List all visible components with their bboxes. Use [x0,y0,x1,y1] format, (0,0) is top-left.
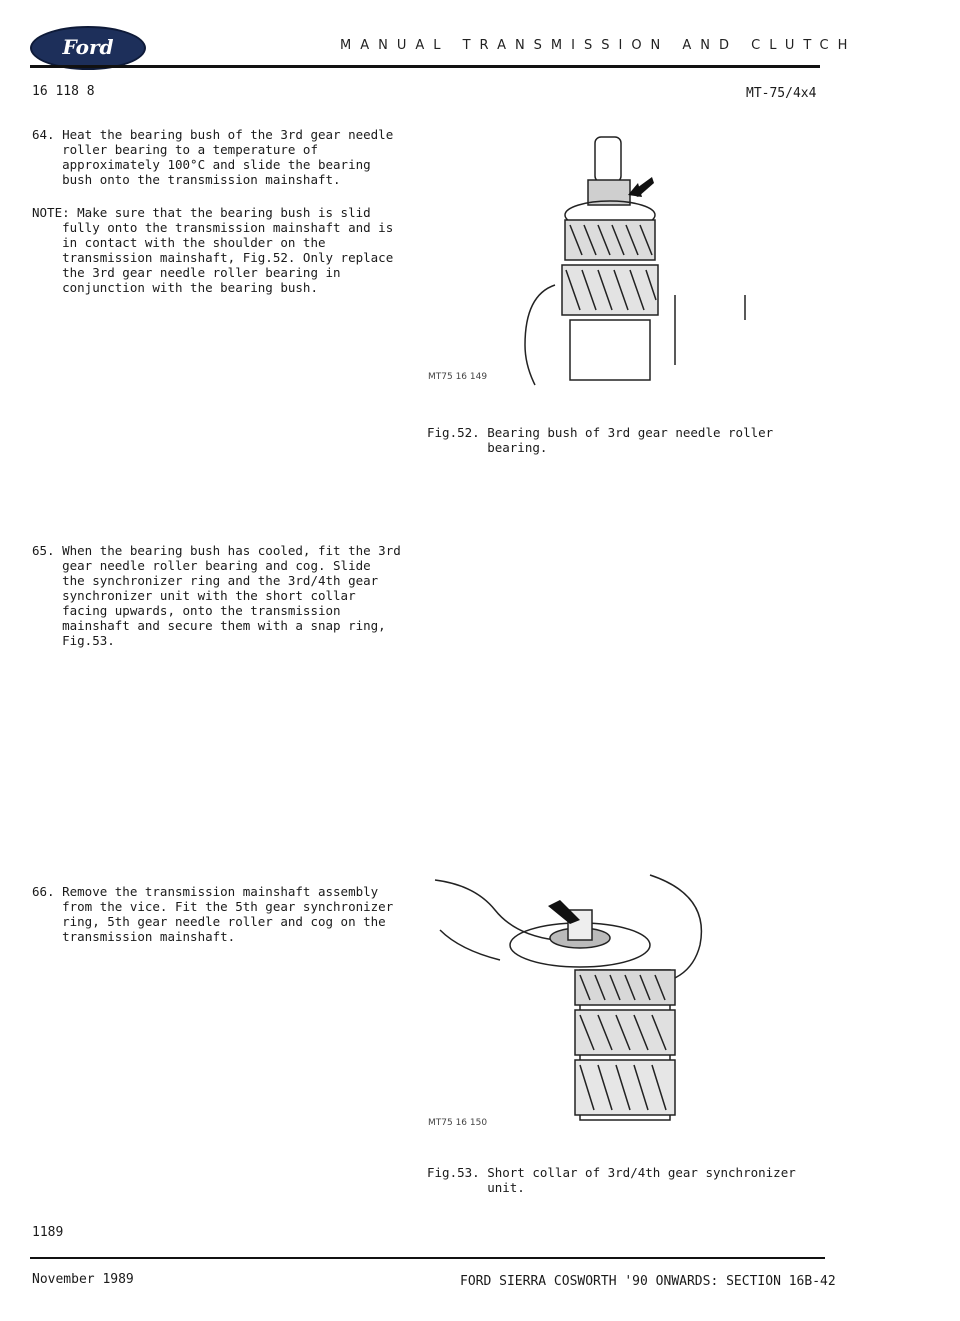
transmission-code: MT-75/4x4 [746,86,817,101]
figure-52-label: MT75 16 149 [428,372,488,382]
figure-53-caption: Fig.53. Short collar of 3rd/4th gear synchronizer unit. [427,1165,796,1195]
figure-52-caption: Fig.52. Bearing bush of 3rd gear needle roller bearing. [427,425,774,455]
header-rule [30,65,820,68]
ford-logo [30,26,146,70]
footer-date: November 1989 [32,1272,134,1287]
document-code: 16 118 8 [32,84,95,99]
page-number: 1189 [32,1225,64,1240]
footer-rule [30,1257,825,1259]
page-header-title: MANUAL TRANSMISSION AND CLUTCH [340,38,857,53]
logo-text: Ford [62,35,114,59]
footer-section: FORD SIERRA COSWORTH '90 ONWARDS: SECTION 16B-42 [460,1274,836,1289]
step-64: 64. Heat the bearing bush of the 3rd gear needle roller bearing to a temperature of approximately 100°C and slide the bearing bush onto the transmission mainshaft. [32,127,394,187]
step-66: 66. Remove the transmission mainshaft assembly from the vice. Fit the 5th gear synchronizer ring, 5th gear needle roller and cog on the transmission mainshaft. [32,884,394,944]
figure-52-image [500,125,830,390]
figure-53-label: MT75 16 150 [428,1118,488,1128]
step-65: 65. When the bearing bush has cooled, fit the 3rd gear needle roller bearing and cog. Slide the synchronizer ring and the 3rd/4th gear synchronizer unit with the short collar facing upwards, onto the transmission mainshaft and secure them with a snap ring, Fig.53. [32,543,401,648]
figure-53-image [430,860,730,1130]
note-text: NOTE: Make sure that the bearing bush is slid fully onto the transmission mainshaft and is in contact with the shoulder on the transmission mainshaft, Fig.52. Only replace the 3rd gear needle roller bearing in conjunction with the bearing bush. [32,205,394,295]
